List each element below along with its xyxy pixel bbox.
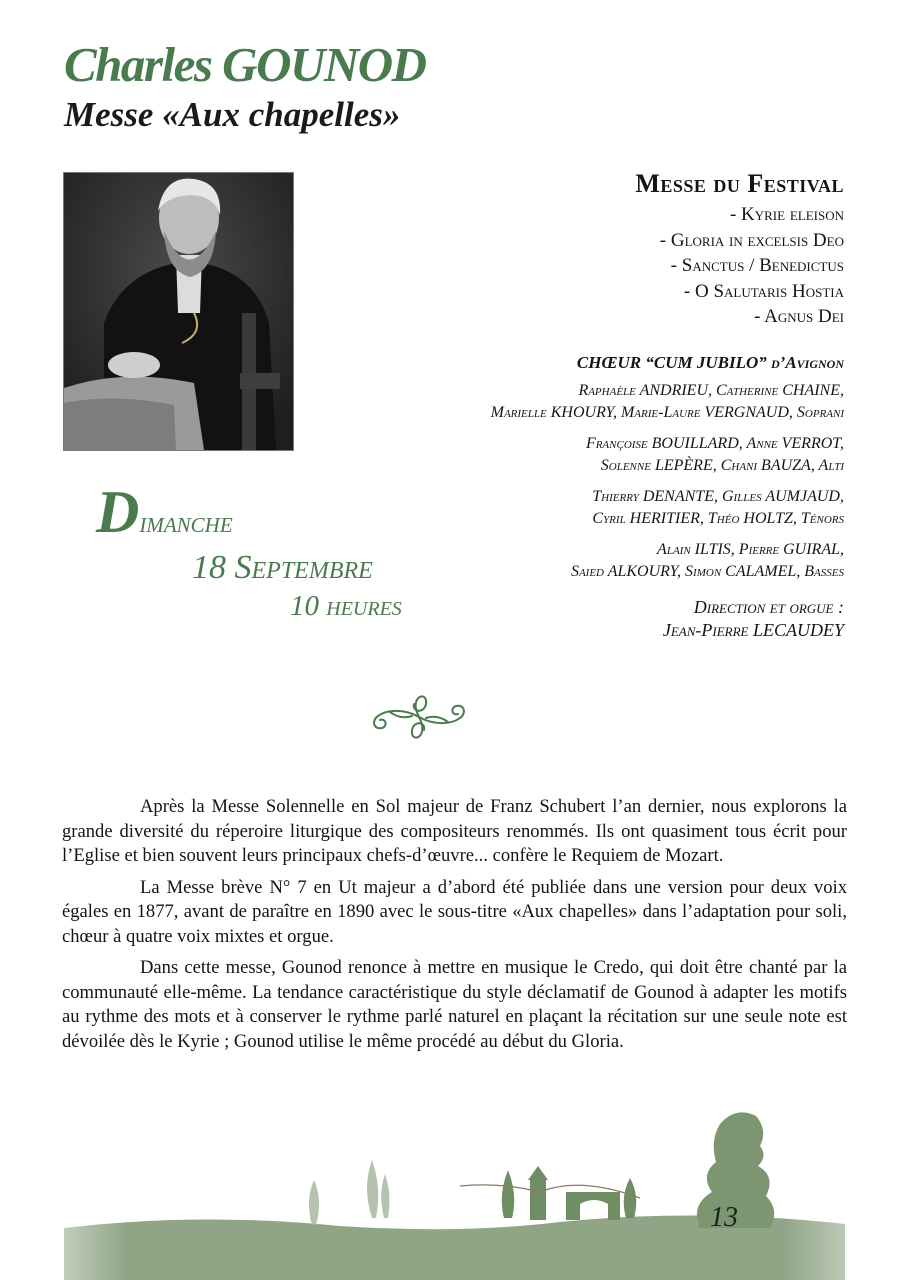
- event-day-rest: imanche: [139, 506, 233, 539]
- work-title: Messe «Aux chapelles»: [64, 95, 401, 134]
- event-time: 10 heures: [290, 590, 402, 622]
- program-title: Messe du Festival: [635, 169, 844, 198]
- event-day: [96, 479, 233, 545]
- paragraph-1: Après la Messe Solennelle en Sol majeur de Franz Schubert l’an dernier, nous explorons la grande diversité du réperoire liturgique des compositeurs renommés. Ils ont quasiment tous écrit pour l’Eglise et bien souvent leurs principaux chefs-d’œuvre... confère le Requiem de Mozart.: [62, 796, 847, 866]
- flourish-ornament-icon: [368, 688, 470, 746]
- event-day-initial: D: [96, 479, 140, 545]
- performers-block: [491, 352, 844, 642]
- village-ruins-icon: [502, 1166, 637, 1220]
- altos-line-2: Solenne LEPÈRE, Chani BAUZA, Alti: [600, 457, 844, 474]
- sopranos-line-2: Marielle KHOURY, Marie-Laure VERGNAUD, Soprani: [490, 404, 844, 421]
- sopranos: [491, 380, 844, 424]
- landscape-silhouette: [0, 1100, 906, 1280]
- program-block: [635, 168, 844, 330]
- direction: [491, 596, 844, 642]
- basses: [491, 539, 844, 583]
- movement-gloria: - Gloria in excelsis Deo: [659, 229, 844, 251]
- movement-kyrie: - Kyrie eleison: [729, 204, 844, 225]
- director-name: Jean-Pierre LECAUDEY: [662, 620, 844, 640]
- direction-label: Direction et orgue :: [693, 597, 844, 617]
- choir-name: CHŒUR “CUM JUBILO” d’Avignon: [576, 353, 844, 372]
- altos-line-1: Françoise BOUILLARD, Anne VERROT,: [585, 435, 844, 452]
- tenors-line-1: Thierry DENANTE, Gilles AUMJAUD,: [592, 488, 844, 505]
- altos: [491, 433, 844, 477]
- page-number: 13: [710, 1202, 738, 1233]
- movement-agnus: - Agnus Dei: [754, 306, 844, 328]
- cypress-trees-icon: [309, 1160, 390, 1225]
- article-body: [62, 795, 847, 1061]
- movement-sanctus: - Sanctus / Benedictus: [670, 255, 844, 277]
- event-date: 18 Septembre: [192, 549, 373, 586]
- tenors-line-2: Cyril HERITIER, Théo HOLTZ, Ténors: [592, 510, 844, 527]
- tenors: [491, 486, 844, 530]
- composer-title: Charles GOUNOD: [64, 37, 426, 92]
- paragraph-2: La Messe brève N° 7 en Ut majeur a d’abord été publiée dans une version pour deux voix égales en 1877, avant de paraître en 1890 avec le sous-titre «Aux chapelles» dans l’adaptation pour soli, chœur à quatre voix mixtes et orgue.: [62, 876, 847, 947]
- composer-portrait: [63, 172, 294, 451]
- movement-salutaris: - O Salutaris Hostia: [683, 280, 844, 302]
- basses-line-1: Alain ILTIS, Pierre GUIRAL,: [657, 541, 844, 558]
- basses-line-2: Saied ALKOURY, Simon CALAMEL, Basses: [570, 563, 844, 580]
- paragraph-3: Dans cette messe, Gounod renonce à mettre en musique le Credo, qui doit être chanté par la communauté elle-même. La tendance caractéristique du style déclamatif de Gounod à adapter les motifs au rythme des mots et à conserver le rythme parlé naturel en plaçant la récitation sur une seule note est dévoilée dès le Kyrie ; Gounod utilise le même procédé au début du Gloria.: [62, 957, 847, 1052]
- sopranos-line-1: Raphaèle ANDRIEU, Catherine CHAINE,: [578, 382, 844, 399]
